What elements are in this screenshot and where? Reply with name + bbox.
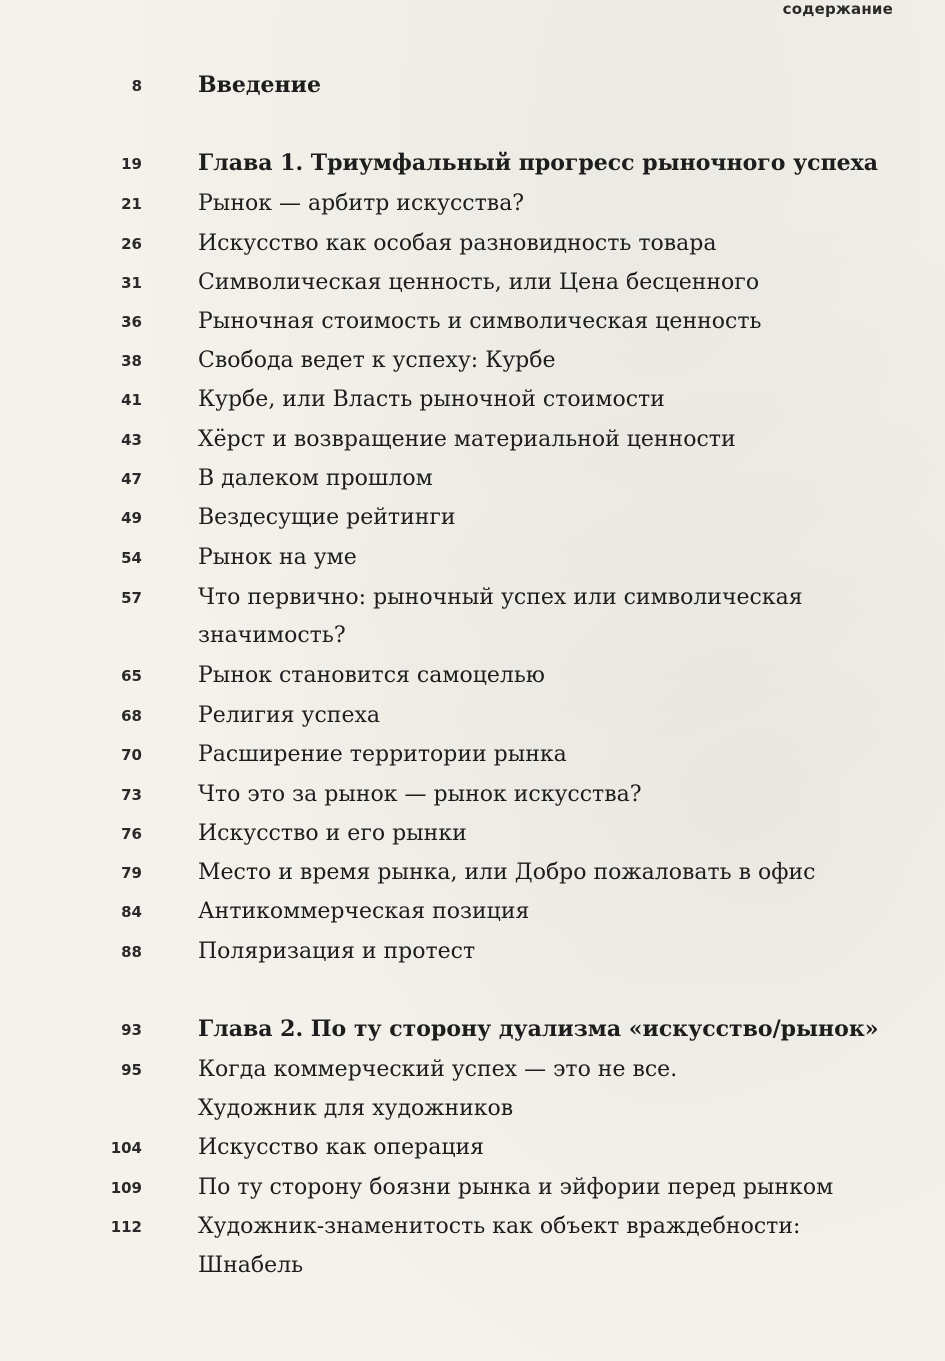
toc-title: Вездесущие рейтинги <box>198 505 456 530</box>
toc-title: Рынок становится самоцелью <box>198 663 545 688</box>
toc-page-number: 54 <box>121 549 142 567</box>
toc-page-number: 43 <box>121 431 142 449</box>
toc-page-number: 8 <box>131 77 142 95</box>
toc-title: Курбе, или Власть рыночной стоимости <box>198 387 665 412</box>
toc-page-number: 26 <box>121 235 142 253</box>
toc-page-number: 36 <box>121 313 142 331</box>
toc-page-number: 109 <box>110 1179 142 1197</box>
toc-page-number: 95 <box>121 1061 142 1079</box>
toc-page-number: 88 <box>121 943 142 961</box>
toc-title-continued: Шнабель <box>198 1253 304 1278</box>
running-head: содержание <box>782 0 893 18</box>
toc-page-number: 49 <box>121 509 142 527</box>
toc-page-number: 31 <box>121 274 142 292</box>
toc-page-number: 84 <box>121 903 142 921</box>
toc-title: Символическая ценность, или Цена бесценного <box>198 270 760 295</box>
toc-title: Глава 1. Триумфальный прогресс рыночного успеха <box>198 150 879 176</box>
toc-title: Искусство и его рынки <box>198 821 467 846</box>
toc-title: Рыночная стоимость и символическая ценность <box>198 309 762 334</box>
toc-title: Что первично: рыночный успех или символическая <box>198 585 803 610</box>
toc-title: По ту сторону боязни рынка и эйфории перед рынком <box>198 1175 834 1200</box>
toc-page-number: 21 <box>121 195 142 213</box>
toc-page-number: 41 <box>121 391 142 409</box>
toc-title: Введение <box>198 72 321 98</box>
toc-page-number: 112 <box>110 1218 142 1236</box>
toc-page-number: 65 <box>121 667 142 685</box>
toc-title: Место и время рынка, или Добро пожаловать в офис <box>198 860 816 885</box>
toc-title: Рынок на уме <box>198 545 357 570</box>
toc-title: Рынок — арбитр искусства? <box>198 191 525 216</box>
toc-page-number: 57 <box>121 589 142 607</box>
toc-title: Хёрст и возвращение материальной ценности <box>198 427 736 452</box>
toc-title: Искусство как операция <box>198 1135 485 1160</box>
toc-page-number: 73 <box>121 786 142 804</box>
toc-page-number: 68 <box>121 707 142 725</box>
toc-title-continued: значимость? <box>198 623 346 648</box>
toc-title: Искусство как особая разновидность товара <box>198 231 717 256</box>
toc-title: Глава 2. По ту сторону дуализма «искусство/рынок» <box>198 1016 879 1042</box>
toc-title: Художник-знаменитость как объект враждебности: <box>198 1214 801 1239</box>
toc-title: Расширение территории рынка <box>198 742 567 767</box>
toc-page-number: 19 <box>121 155 142 173</box>
toc-title-continued: Художник для художников <box>198 1096 514 1121</box>
toc-title: Антикоммерческая позиция <box>198 899 530 924</box>
toc-page-number: 104 <box>110 1139 142 1157</box>
toc-title: Религия успеха <box>198 703 380 728</box>
toc-page-number: 76 <box>121 825 142 843</box>
toc-page-number: 70 <box>121 746 142 764</box>
toc-page-number: 47 <box>121 470 142 488</box>
toc-page-number: 38 <box>121 352 142 370</box>
toc-page-number: 79 <box>121 864 142 882</box>
toc-title: Когда коммерческий успех — это не все. <box>198 1057 678 1082</box>
toc-title: Поляризация и протест <box>198 939 476 964</box>
toc-title: Что это за рынок — рынок искусства? <box>198 782 642 807</box>
toc-title: Свобода ведет к успеху: Курбе <box>198 348 556 373</box>
toc-page-number: 93 <box>121 1021 142 1039</box>
toc-title: В далеком прошлом <box>198 466 433 491</box>
